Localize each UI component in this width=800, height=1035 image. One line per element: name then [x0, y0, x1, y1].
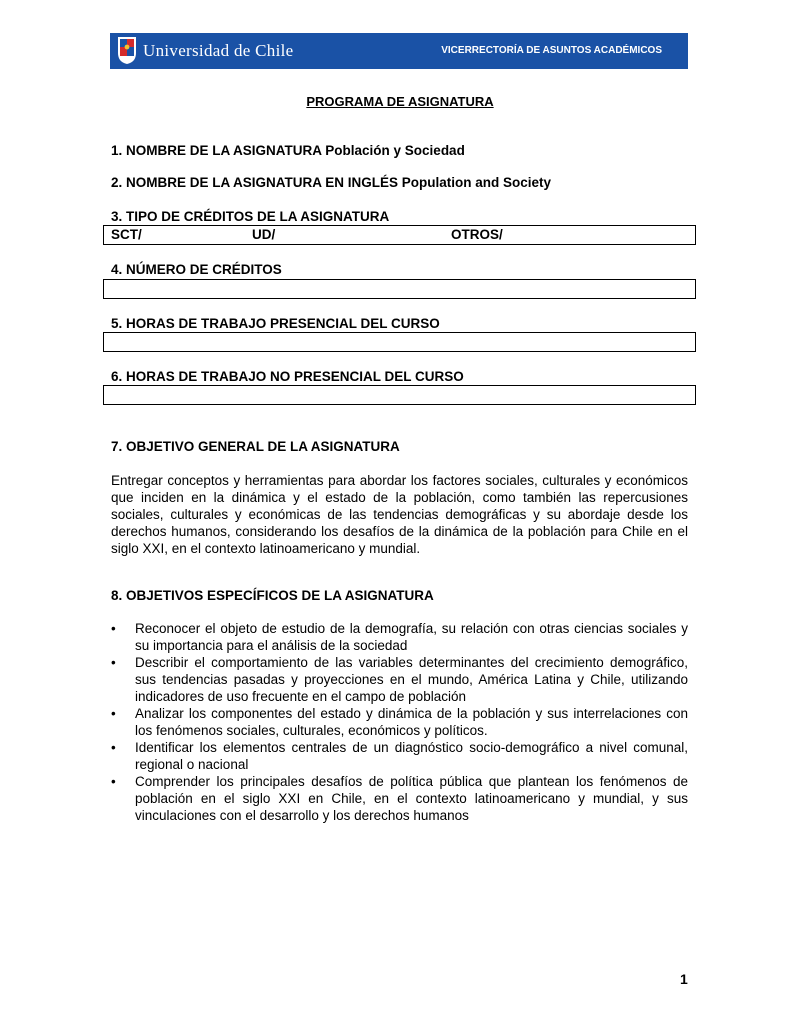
- non-presential-hours-box: [103, 385, 696, 405]
- bullet-icon: •: [111, 655, 116, 670]
- list-item: [111, 705, 688, 739]
- credits-number-box: [103, 279, 696, 299]
- section-6-heading: 6. HORAS DE TRABAJO NO PRESENCIAL DEL CURSO: [111, 369, 464, 384]
- section-3-heading: 3. TIPO DE CRÉDITOS DE LA ASIGNATURA: [111, 209, 390, 224]
- page-number: 1: [680, 971, 688, 987]
- section-1-label: 1. NOMBRE DE LA ASIGNATURA: [111, 143, 322, 158]
- bullet-icon: •: [111, 774, 116, 789]
- credit-type-sct: SCT/: [111, 227, 142, 242]
- objective-text: Identificar los elementos centrales de un diagnóstico socio-demográfico a nivel comunal, regional o nacional: [135, 740, 688, 772]
- specific-objectives-list: [111, 620, 688, 824]
- section-1-value: Población y Sociedad: [325, 143, 465, 158]
- bullet-icon: •: [111, 706, 116, 721]
- list-item: [111, 739, 688, 773]
- section-5-heading: 5. HORAS DE TRABAJO PRESENCIAL DEL CURSO: [111, 316, 440, 331]
- list-item: [111, 773, 688, 824]
- section-7-heading: 7. OBJETIVO GENERAL DE LA ASIGNATURA: [111, 439, 400, 454]
- objective-text: Comprender los principales desafíos de política pública que plantean los fenómenos de población en el siglo XXI en Chile, en el contexto latinoamericano y mundial, y sus vinculaciones con el desarrollo y los derechos humanos: [135, 774, 688, 823]
- list-item: [111, 620, 688, 654]
- objective-text: Reconocer el objeto de estudio de la demografía, su relación con otras ciencias sociales y su importancia para el análisis de la sociedad: [135, 621, 688, 653]
- bullet-icon: •: [111, 621, 116, 636]
- university-name: Universidad de Chile: [143, 41, 294, 60]
- general-objective-text: Entregar conceptos y herramientas para abordar los factores sociales, culturales y económicos que inciden en la dinámica y el estado de la población, como también las repercusiones sociales, culturales y económicas de las tendencias demográficas y su abordaje desde los derechos humanos, considerando los desafíos de la dinámica de la población para Chile en el siglo XXI, en el contexto latinoamericano y mundial.: [111, 473, 688, 556]
- credit-type-otros: OTROS/: [451, 227, 503, 242]
- section-4-heading: 4. NÚMERO DE CRÉDITOS: [111, 262, 282, 277]
- list-item: [111, 654, 688, 705]
- header-banner: [110, 33, 688, 69]
- objective-text: Describir el comportamiento de las variables determinantes del crecimiento demográfico, sus tendencias pasadas y proyecciones en el mundo, América Latina y Chile, utilizando indicadores de uso frecuente en el campo de población: [135, 655, 688, 704]
- university-crest-icon: [117, 36, 137, 65]
- presential-hours-box: [103, 332, 696, 352]
- credit-type-ud: UD/: [252, 227, 276, 242]
- page-title: PROGRAMA DE ASIGNATURA: [306, 94, 494, 109]
- bullet-icon: •: [111, 740, 116, 755]
- section-2-heading: [111, 175, 551, 190]
- objective-text: Analizar los componentes del estado y dinámica de la población y sus interrelaciones con los fenómenos sociales, culturales, económicos y políticos.: [135, 706, 688, 738]
- section-2-label: 2. NOMBRE DE LA ASIGNATURA EN INGLÉS: [111, 175, 399, 190]
- vicerrectoria-label: VICERRECTORÍA DE ASUNTOS ACADÉMICOS: [441, 45, 662, 56]
- section-1-heading: [111, 143, 465, 158]
- section-8-heading: 8. OBJETIVOS ESPECÍFICOS DE LA ASIGNATURA: [111, 588, 434, 603]
- section-2-value: Population and Society: [401, 175, 552, 190]
- credit-type-box: [103, 225, 696, 245]
